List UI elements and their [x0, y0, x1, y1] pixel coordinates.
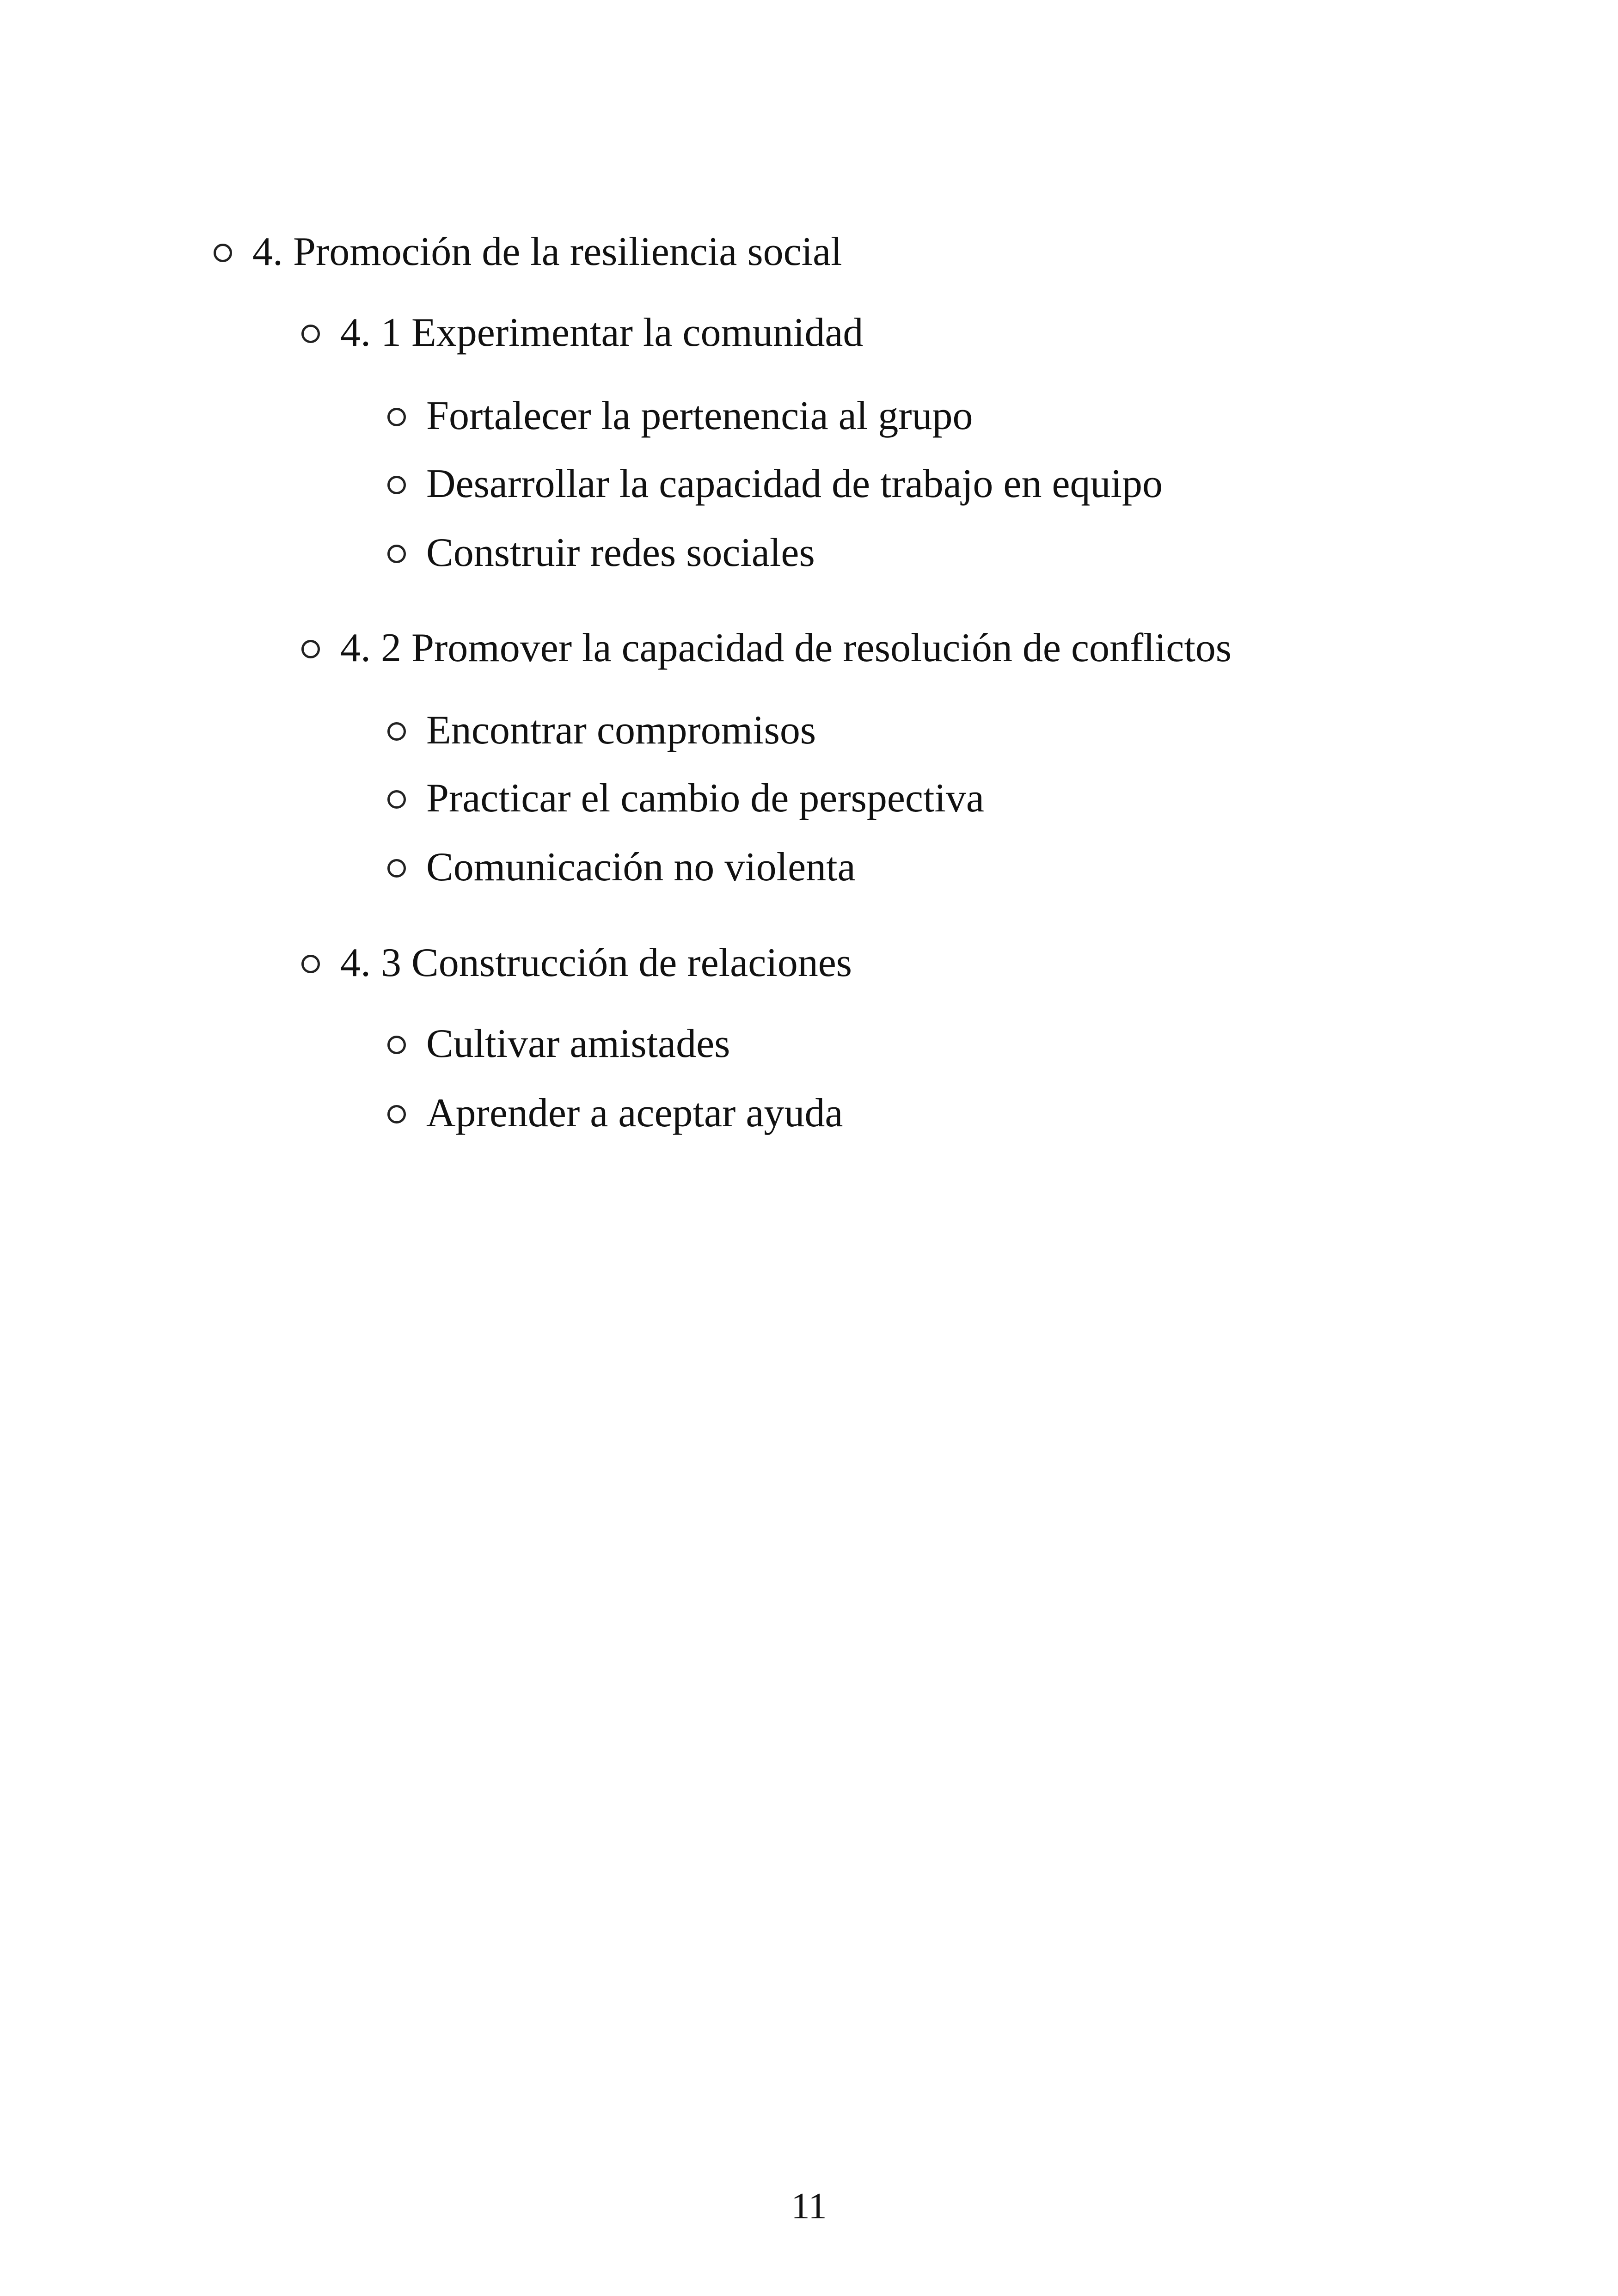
subsection-label: 4. 2 Promover la capacidad de resolución de conflictos [340, 626, 1232, 670]
outline-subsection [301, 625, 1232, 671]
hollow-circle-bullet-icon [301, 325, 320, 343]
hollow-circle-bullet-icon [214, 244, 232, 262]
item-label: Desarrollar la capacidad de trabajo en equipo [426, 461, 1163, 506]
outline-item [387, 775, 984, 822]
hollow-circle-bullet-icon [387, 722, 406, 741]
outline-item [387, 1090, 843, 1136]
section-label: 4. Promoción de la resiliencia social [252, 229, 842, 274]
hollow-circle-bullet-icon [387, 476, 406, 494]
hollow-circle-bullet-icon [387, 790, 406, 809]
item-label: Aprender a aceptar ayuda [426, 1091, 843, 1136]
item-label: Comunicación no violenta [426, 845, 856, 890]
outline-item [387, 530, 815, 576]
subsection-label: 4. 1 Experimentar la comunidad [340, 310, 864, 355]
item-label: Construir redes sociales [426, 530, 815, 575]
outline-subsection [301, 940, 852, 986]
item-label: Encontrar compromisos [426, 708, 816, 753]
hollow-circle-bullet-icon [387, 1036, 406, 1054]
outline-section [214, 229, 842, 275]
outline-item [387, 707, 816, 754]
outline-item [387, 461, 1163, 507]
outline-item [387, 844, 856, 890]
hollow-circle-bullet-icon [387, 1105, 406, 1123]
hollow-circle-bullet-icon [301, 955, 320, 973]
outline-subsection [301, 310, 863, 356]
hollow-circle-bullet-icon [387, 859, 406, 878]
page-number: 11 [791, 2186, 827, 2227]
outline-item [387, 1021, 730, 1067]
item-label: Fortalecer la pertenencia al grupo [426, 393, 973, 438]
hollow-circle-bullet-icon [387, 408, 406, 426]
subsection-label: 4. 3 Construcción de relaciones [340, 940, 852, 985]
hollow-circle-bullet-icon [301, 640, 320, 658]
item-label: Cultivar amistades [426, 1021, 730, 1066]
item-label: Practicar el cambio de perspectiva [426, 776, 984, 821]
hollow-circle-bullet-icon [387, 545, 406, 563]
outline-item [387, 393, 973, 439]
